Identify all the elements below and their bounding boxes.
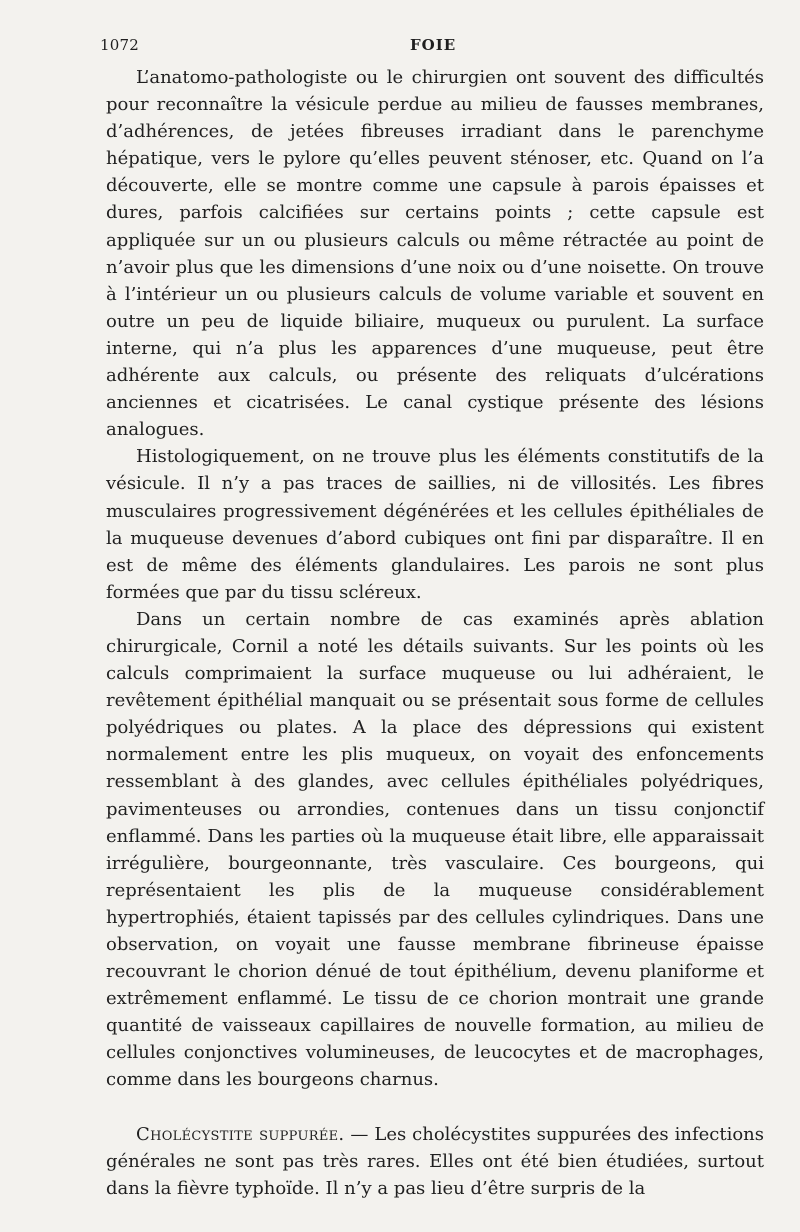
- paragraph-suppurative-cholecystitis: [106, 1121, 764, 1202]
- running-title: FOIE: [410, 36, 457, 54]
- paragraph-histology: Histologiquement, on ne trouve plus les éléments constitutifs de la vésicule. Il n’y a pas traces de saillies, ni de villosités. Les fibres musculaires progressivement dégénérées et les cellules épithéliales de la muqueuse devenues d’abord cubiques ont fini par disparaître. Il en est de même des éléments glandulaires. Les parois ne sont plus formées que par du tissu scléreux.: [106, 446, 764, 603]
- section-heading: Cholécystite suppurée.: [136, 1123, 345, 1145]
- body-text: [106, 64, 764, 1202]
- paragraph-gallbladder-description: L’anatomo-pathologiste ou le chirurgien ont souvent des difficultés pour reconnaître la vésicule perdue au milieu de fausses membranes, d’adhérences, de jetées fibreuses irradiant dans le parenchyme hépatique, vers le pylore qu’elles peuvent sténoser, etc. Quand on l’a découverte, elle se montre comme une capsule à parois épaisses et dures, parfois calcifiées sur certains points ; cette capsule est appliquée sur un ou plusieurs calculs ou même rétractée au point de n’avoir plus que les dimensions d’une noix ou d’une noisette. On trouve à l’intérieur un ou plusieurs calculs de volume variable et souvent en outre un peu de liquide biliaire, muqueux ou purulent. La surface interne, qui n’a plus les apparences d’une muqueuse, peut être adhérente aux calculs, ou présente des reliquats d’ulcérations anciennes et cicatrisées. Le canal cystique présente des lésions analogues.: [106, 67, 764, 441]
- paragraph-cornil-findings: Dans un certain nombre de cas examinés après ablation chirurgicale, Cornil a noté les détails suivants. Sur les points où les calculs comprimaient la surface muqueuse ou lui adhéraient, le revêtement épithélial manquait ou se présentait sous forme de cellules polyédriques ou plates. A la place des dépressions qui existent normalement entre les plis muqueux, on voyait des enfoncements ressemblant à des glandes, avec cellules épithéliales polyédriques, pavimenteuses ou arrondies, contenues dans un tissu conjonctif enflammé. Dans les parties où la muqueuse était libre, elle apparaissait irrégulière, bourgeonnante, très vasculaire. Ces bourgeons, qui représentaient les plis de la muqueuse considérablement hypertrophiés, étaient tapissés par des cellules cylindriques. Dans une observation, on voyait une fausse membrane fibrineuse épaisse recouvrant le chorion dénué de tout épithélium, devenu planiforme et extrêmement enflammé. Le tissu de ce chorion montrait une grande quantité de vaisseaux capillaires de nouvelle formation, au milieu de cellules conjonctives volumineuses, de leucocytes et de macrophages, comme dans les bourgeons charnus.: [106, 608, 764, 1091]
- page-number: 1072: [100, 36, 139, 54]
- page-header: [100, 36, 760, 56]
- section-text: — Les cholécystites suppurées des infections générales ne sont pas très rares. Elles ont été bien étudiées, surtout dans la fièvre typhoïde. Il n’y a pas lieu d’être surpris de la: [106, 1123, 765, 1199]
